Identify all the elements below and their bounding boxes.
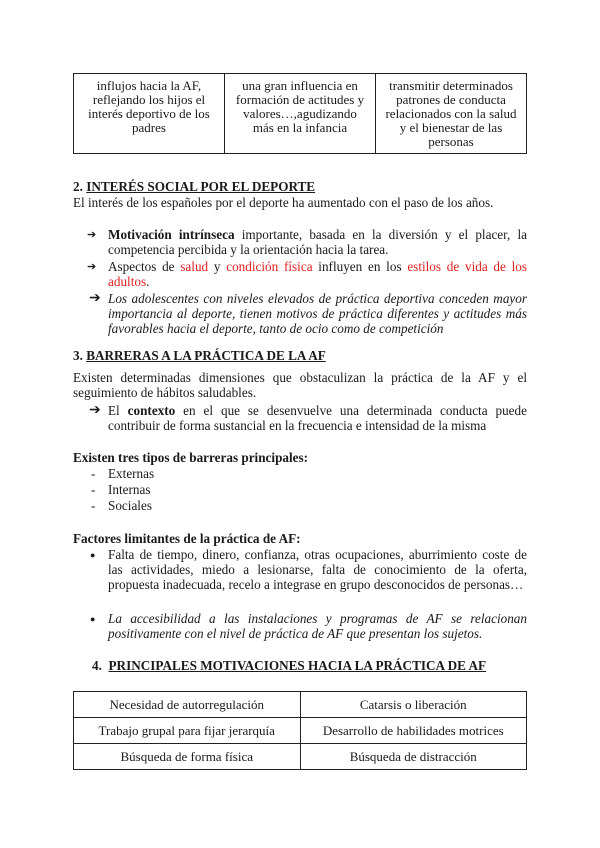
factors-title: Factores limitantes de la práctica de AF: (73, 531, 301, 546)
section-4-heading (92, 658, 532, 673)
table-cell: una gran influencia en formación de actitudes y valores…,agudizando más en la infancia (225, 74, 376, 154)
table-row (74, 74, 527, 154)
dash-bullet: - (91, 466, 96, 481)
item-text: influyen en los (312, 259, 408, 274)
item-text: importante, basada en la diversión y el placer, la competencia percibida y la orientación hacia la tarea. (108, 227, 527, 257)
arrow-bullet-icon: ➔ (89, 403, 101, 418)
list-item: Externas (108, 466, 155, 481)
item-text: Aspectos de (108, 259, 181, 274)
table-row (74, 692, 527, 718)
arrow-bullet-icon: ➔ (87, 229, 97, 241)
bullet-dot-icon: ● (90, 614, 96, 624)
section-title: BARRERAS A LA PRÁCTICA DE LA AF (86, 348, 326, 363)
list-item (108, 403, 527, 433)
table-cell: Búsqueda de distracción (300, 744, 527, 770)
top-table (73, 73, 527, 154)
highlight-text: salud (180, 259, 209, 274)
item-text: El (108, 403, 128, 418)
item-text: en el que se desenvuelve una determinada conducta puede contribuir de forma sustancial en la frecuencia e intensidad de la misma (108, 403, 527, 433)
section-3-heading (73, 348, 527, 363)
item-text: Los adolescentes con niveles elevados de práctica deportiva conceden mayor importancia al deporte, tienen motivos de práctica diferentes y actitudes más favorables hacia el deporte, tanto de ocio como de competición (108, 291, 527, 336)
section-2-heading (73, 179, 527, 194)
table-cell: influjos hacia la AF, reflejando los hijos el interés deportivo de los padres (74, 74, 225, 154)
list-item: Sociales (108, 498, 152, 513)
section-number: 2. (73, 179, 83, 194)
highlight-text: estilos de vida de los adultos (108, 259, 528, 289)
highlight-text: condición física (226, 259, 313, 274)
bullet-dot-icon: ● (90, 550, 96, 560)
bold-term: contexto (127, 403, 176, 418)
item-text: y (208, 259, 227, 274)
motivations-table (73, 691, 527, 770)
list-item: Falta de tiempo, dinero, confianza, otras ocupaciones, aburrimiento coste de las actividades, miedo a lesionarse, falta de conocimiento de la oferta, propuesta inadecuada, recelo a integrase en grupo desconocidos de personas… (108, 547, 527, 592)
section-title: INTERÉS SOCIAL POR EL DEPORTE (86, 179, 316, 194)
table-cell: Trabajo grupal para fijar jerarquía (74, 718, 301, 744)
dash-bullet: - (91, 482, 96, 497)
section-title: PRINCIPALES MOTIVACIONES HACIA LA PRÁCTICA DE AF (108, 658, 487, 673)
section-3-intro: Existen determinadas dimensiones que obstaculizan la práctica de la AF y el seguimiento de hábitos saludables. (73, 370, 527, 400)
table-row (74, 718, 527, 744)
list-item (108, 611, 527, 641)
list-item (108, 259, 527, 289)
section-number: 4. (92, 658, 102, 673)
table-cell: Búsqueda de forma física (74, 744, 301, 770)
item-text: La accesibilidad a las instalaciones y programas de AF se relacionan positivamente con el nivel de práctica de AF que presentan los sujetos. (108, 611, 527, 641)
arrow-bullet-icon: ➔ (87, 261, 97, 273)
table-cell: transmitir determinados patrones de conducta relacionados con la salud y el bienestar de las personas (376, 74, 527, 154)
list-item: Internas (108, 482, 151, 497)
barrier-types-title: Existen tres tipos de barreras principales: (73, 450, 309, 465)
section-2-intro: El interés de los españoles por el deporte ha aumentado con el paso de los años. (73, 195, 494, 210)
bold-term: Motivación intrínseca (108, 227, 235, 242)
arrow-bullet-icon: ➔ (89, 291, 101, 306)
table-cell: Catarsis o liberación (300, 692, 527, 718)
table-row (74, 744, 527, 770)
table-cell: Desarrollo de habilidades motrices (300, 718, 527, 744)
table-cell: Necesidad de autorregulación (74, 692, 301, 718)
list-item (108, 227, 527, 257)
item-text: . (146, 274, 150, 289)
list-item (108, 291, 527, 336)
section-number: 3. (73, 348, 83, 363)
dash-bullet: - (91, 498, 96, 513)
